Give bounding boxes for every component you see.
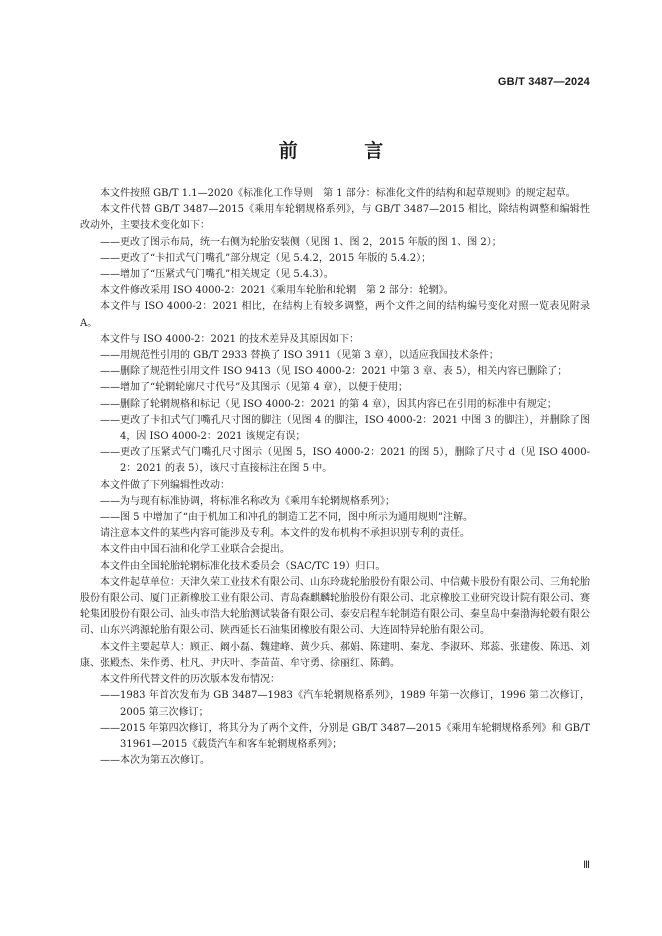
list-item: ——增加了“轮辋轮廓尺寸代号”及其图示（见第 4 章），以便于使用；: [100, 382, 408, 394]
list-item: ——删除了规范性引用文件 ISO 9413（见 ISO 4000-2：2021 中第 3 章、表 5），相关内容已删除了；: [100, 366, 568, 378]
standard-code: GB/T 3487—2024: [497, 76, 590, 88]
page-title: 前 言: [278, 140, 414, 162]
list-item: ——删除了轮辋规格和标记（见 ISO 4000-2：2021 的第 4 章），因其内容已在引用的标准中有规定；: [100, 398, 557, 410]
paragraph: 本文件主要起草人：顾正、阚小磊、魏建峰、黄少兵、郝娟、陈建明、秦龙、李淑环、郑蕊、张建俊、陈迅、刘康、张殿杰、朱作勇、杜凡、尹庆叶、李苗苗、牟守勇、徐丽红、陈鹤。: [80, 641, 590, 669]
list-item: ——更改了图示布局，统一右侧为轮胎安装侧（见图 1、图 2，2015 年版的图 1、图 2）；: [100, 236, 502, 248]
paragraph: 请注意本文件的某些内容可能涉及专利。本文件的发布机构不承担识别专利的责任。: [100, 528, 470, 540]
paragraph: 本文件起草单位：天津久荣工业技术有限公司、山东玲珑轮胎股份有限公司、中信戴卡股份有限公司、三角轮胎股份有限公司、厦门正新橡胶工业有限公司、青岛森麒麟轮胎股份有限公司、北京橡胶工业研究设计院有限公司、赛轮集团股份有限公司、汕头市浩大轮胎测试装备有限公司、泰安启程车轮制造有限公司、秦皇岛中秦渤海轮毂有限公司、山东兴鸿源轮胎有限公司、陕西延长石油集团橡胶有限公司、大连固特异轮胎有限公司。: [80, 576, 590, 637]
list-item: ——图 5 中增加了“由于机加工和冲孔的制造工艺不同，图中所示为通用规则”注解。: [100, 512, 473, 524]
paragraph: 本文件由中国石油和化学工业联合会提出。: [100, 544, 290, 556]
list-item: ——更改了卡扣式气门嘴孔尺寸图的脚注（见图 4 的脚注，ISO 4000-2：2021 中图 3 的脚注），并删除了图 4，因 ISO 4000-2：2021 该规定有误；: [100, 414, 590, 443]
paragraph: 本文件与 ISO 4000-2：2021 的技术差异及其原因如下：: [100, 333, 360, 345]
list-item: ——本次为第五次修订。: [100, 755, 210, 767]
list-item: ——用规范性引用的 GB/T 2933 替换了 ISO 3911（见第 3 章），以适应我国技术条件；: [100, 350, 499, 362]
paragraph: 本文件所代替文件的历次版本发布情况：: [100, 674, 280, 686]
list-item: ——为与现有标准协调，将标准名称改为《乘用车轮辋规格系列》；: [100, 495, 395, 507]
list-item: ——增加了“压紧式气门嘴孔”相关规定（见 5.4.3）。: [100, 269, 334, 281]
document-body: [80, 186, 590, 769]
list-item: ——1983 年首次发布为 GB 3487—1983《汽车轮辋规格系列》，1989 年第一次修订，1996 第二次修订，2005 第三次修订；: [100, 690, 590, 718]
paragraph: 本文件修改采用 ISO 4000-2：2021《乘用车轮胎和轮辋 第 2 部分：轮辋》。: [100, 285, 454, 297]
list-item: ——更改了压紧式气门嘴孔尺寸图示（见图 5，ISO 4000-2：2021 的图 5），删除了尺寸 d（见 ISO 4000-2：2021 的表 5），该尺寸直接标注在图 5 中。: [100, 447, 590, 475]
paragraph: 本文件与 ISO 4000-2：2021 相比，在结构上有较多调整，两个文件之间的结构编号变化对照一览表见附录 A。: [80, 301, 590, 329]
list-item: ——更改了“卡扣式气门嘴孔”部分规定（见 5.4.2，2015 年版的 5.4.2）；: [100, 252, 432, 264]
page-number: Ⅲ: [583, 860, 590, 871]
list-item: ——2015 年第四次修订，将其分为了两个文件，分别是 GB/T 3487—2015《乘用车轮辋规格系列》和 GB/T 31961—2015《载货汽车和客车轮辋规格系列》；: [100, 722, 590, 750]
paragraph: 本文件由全国轮胎轮辋标准化技术委员会（SAC/TC 19）归口。: [100, 560, 386, 572]
paragraph: 本文件按照 GB/T 1.1—2020《标准化工作导则 第 1 部分：标准化文件的结构和起草规则》的规定起草。: [100, 188, 576, 199]
paragraph: 本文件做了下列编辑性改动：: [100, 479, 230, 491]
paragraph: 本文件代替 GB/T 3487—2015《乘用车轮辋规格系列》，与 GB/T 3487—2015 相比，除结构调整和编辑性改动外，主要技术变化如下：: [80, 204, 590, 232]
